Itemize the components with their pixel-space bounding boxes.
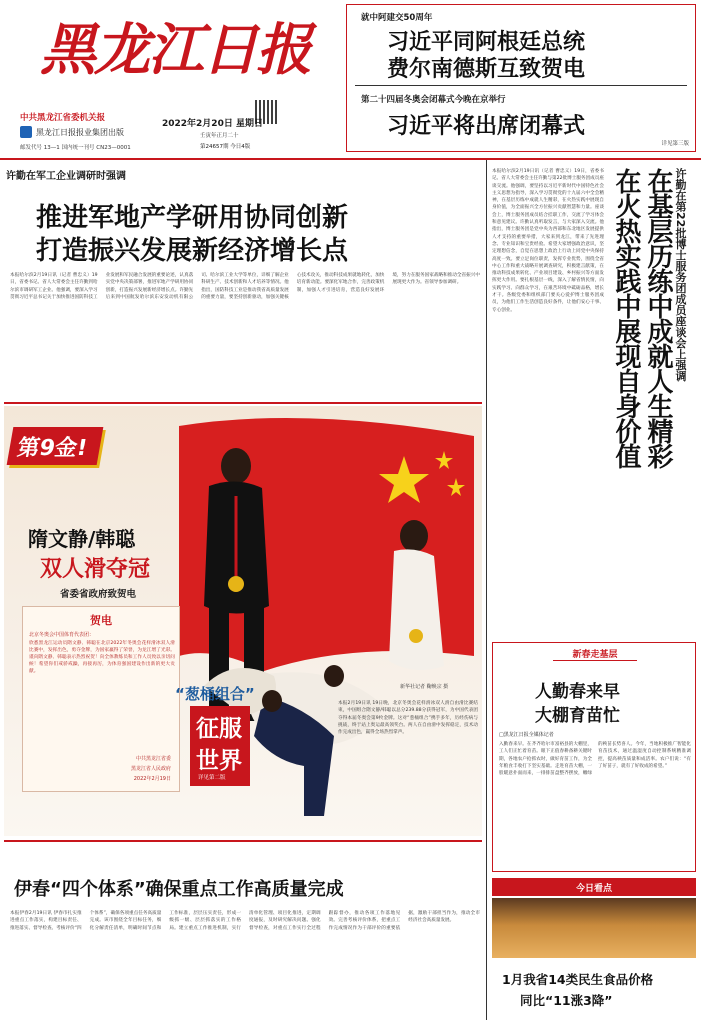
feature-byline: □黑龙江日报全媒体记者 bbox=[499, 732, 554, 738]
congrats-to: 北京冬奥会中国体育代表团： bbox=[29, 632, 95, 638]
masthead-lunar: 壬寅年正月二十 bbox=[200, 133, 239, 139]
congrats-sign-2: 黑龙江省人民政府 bbox=[130, 766, 171, 772]
feature-headline-2: 大棚育苗忙 bbox=[535, 706, 620, 726]
top-news-kicker-1: 就中阿建交50周年 bbox=[361, 13, 433, 23]
right-headline-2: 在火热实践中展现自身价值 bbox=[611, 168, 641, 468]
photo2-tag-3: 世界 bbox=[196, 748, 242, 774]
right-kicker: 许勤在第22批博士服务团成员座谈会上强调 bbox=[674, 168, 687, 382]
feature-body: 入勤春来早。在齐齐哈尔市富裕县的大棚里，工人们正忙着育苗。眼下正值春耕备耕关键时期，各地农户抢抓农时，做好育苗工作，为全年粮食丰收打下坚实基础。走进育苗大棚，一股暖意扑面而来，一排排苗盘整齐摆放，嫩绿的秧苗长势喜人。今年，当地积极推广智能化育苗技术，通过温湿度自动控制系统精准调控，提高秧苗质量和成活率。农户们说：“有了好苗子，就有了好收成的希望。” bbox=[499, 742, 691, 777]
congrats-body: 欣悉黑龙江运动员隋文静、韩聪在北京2022年冬奥会花样滑冰双人滑比赛中，发挥出色，勇夺金牌，为国家赢得了荣誉，为龙江增了光彩。谨向隋文静、韩聪表示热烈祝贺！向全体教练员和工作人员致以亲切问候！希望你们戒骄戒躁，再接再厉，为体育强国建设作出新的更大贡献。 bbox=[29, 641, 175, 674]
right-headline-1: 在基层历练中成就人生精彩 bbox=[643, 168, 673, 468]
photo2-tag-2: 征服 bbox=[196, 716, 242, 742]
congrats-letter bbox=[22, 606, 180, 792]
photo-credit: 新华社记者 鞠焕宗 摄 bbox=[400, 684, 449, 690]
today-headline-1: 1月我省14类民生食品价格 bbox=[502, 972, 654, 987]
top-news-headline-2: 习近平将出席闭幕式 bbox=[387, 114, 586, 139]
photo2-tag-1: “葱桶组合” bbox=[175, 685, 255, 703]
medal-badge bbox=[7, 427, 104, 465]
feature-headline-1: 人勤春来早 bbox=[535, 682, 620, 702]
congrats-date: 2022年2月19日 bbox=[133, 776, 171, 782]
olympics-sub: 省委省政府致贺电 bbox=[60, 589, 137, 600]
today-photo bbox=[492, 898, 696, 958]
lead-body: 本报哈尔滨2月19日讯（记者 曹忠义）19日，省委书记、省人大常委会主任许勤到哈尔滨市调研军工企业。他强调，要深入学习贯彻习近平总书记关于加快推进国防科技工业发展和军民融合发展的重要论述，认真落实党中央决策部署，推进军地产学研用协同创新，打造振兴发展新经济增长点。许勤先后来到中国航发哈尔滨东安发动机有限公司、哈尔滨工业大学等单位，详细了解企业科研生产、技术创新和人才培养等情况。他指出，国防科技工业是推动我省高质量发展的重要力量，要坚持创新驱动，加强关键核心技术攻关，推动科技成果就地转化，加快培育新动能。要深化军地合作，完善政策机制，加强人才引进培育，营造良好发展环境，努力在服务国家战略和推动全省振兴中展现更大作为。省领导参加调研。 bbox=[10, 273, 480, 300]
congrats-title: 贺电 bbox=[90, 614, 112, 627]
masthead bbox=[0, 0, 340, 160]
today-headline-2: 同比“11涨3降” bbox=[520, 993, 613, 1008]
today-box bbox=[492, 878, 696, 1018]
lead-headline-2: 打造振兴发展新经济增长点 bbox=[36, 236, 349, 266]
photo2-ref[interactable]: 详见第二版 bbox=[198, 775, 226, 781]
top-news-headline-1a: 习近平同阿根廷总统 bbox=[387, 30, 586, 55]
olympics-headline-1: 隋文静/韩聪 bbox=[28, 527, 136, 551]
lead-kicker: 许勤在军工企业调研时强调 bbox=[6, 171, 126, 182]
masthead-org: 中共黑龙江省委机关报 bbox=[20, 113, 106, 123]
masthead-title: 黑龙江日报 bbox=[40, 17, 310, 83]
masthead-group: 黑龙江日报报业集团出版 bbox=[36, 128, 124, 137]
masthead-codes: 邮发代号 13—1 国内统一刊号 CN23—0001 bbox=[20, 145, 131, 151]
top-news-box bbox=[346, 4, 696, 152]
masthead-logo-icon bbox=[20, 126, 32, 138]
congrats-sign-1: 中共黑龙江省委 bbox=[135, 756, 171, 762]
today-label-bar bbox=[492, 878, 696, 896]
medal-badge-label: 第9金! bbox=[15, 436, 90, 461]
masthead-issue: 第24657期 今日4版 bbox=[200, 144, 251, 150]
bottom-headline: 伊春“四个体系”确保重点工作高质量完成 bbox=[14, 879, 344, 900]
olympics-story-body: 本报2月19日讯 19日晚，北京冬奥会花样滑冰双人滑自由滑比赛结束，中国组合隋文静/韩聪以总分239.88分获得冠军，为中国代表团夺得本届冬奥会第9枚金牌。这对“葱桶组合”携手多年，历经伤病与挑战，终于站上奥运最高领奖台。两人在自由滑中发挥稳定，技术动作完成出色，赢得全场热烈掌声。 bbox=[338, 701, 478, 736]
olympics-headline-2: 双人滑夺冠 bbox=[40, 557, 151, 582]
right-body: 本报哈尔滨2月19日讯（记者 曹忠义）19日，省委书记、省人大常委会主任许勤与第22批博士服务团成员座谈交流。他强调，要坚持以习近平新时代中国特色社会主义思想为指导，深入学习贯彻党的十九届六中全会精神，在基层历练中成就人生精彩，在火热实践中展现自身价值，为全面振兴全方位振兴贡献智慧和力量。座谈会上，博士服务团成员结合挂职工作，交流了学习体会和意见建议。许勤认真听取发言，与大家深入交流。他指出，博士服务团是党中央为西部和东北地区发展提供人才支持的重要举措，大家来到龙江，带来了先进理念、专业知识和宝贵经验。希望大家增强政治意识，坚定理想信念，自觉在思想上政治上行动上同党中央保持高度一致。要立足岗位职责，发挥专业优势，围绕全省中心工作和重大战略开展调查研究，积极建言献策，在推动科技成果转化、产业项目建设、乡村振兴等方面发挥更大作用。要扎根基层一线，深入了解省情民情，向实践学习、向群众学习，在艰苦环境中砥砺品格，增长才干。各级党委和组织部门要关心爱护博士服务团成员，为他们工作生活创造良好条件，让他们安心干事、专心创业。 bbox=[492, 169, 604, 313]
feature-column-label: 新春走基层 bbox=[553, 647, 637, 661]
top-news-kicker-2: 第二十四届冬奥会闭幕式今晚在京举行 bbox=[361, 95, 506, 105]
lead-headline-1: 推进军地产学研用协同创新 bbox=[36, 203, 349, 233]
top-news-page-ref[interactable]: 详见第三版 bbox=[661, 141, 689, 147]
photo2-tag-box bbox=[190, 706, 250, 786]
bottom-body: 本报伊春2月19日讯 伊春市扎实推进重点工作落实，构建目标责任、推进落实、督导检查、考核评价“四个体系”，确保各项重点任务高质量完成。该市围绕全年目标任务，细化分解责任清单，明确时间节点和工作标准，层层压实责任，形成一级抓一级、层层抓落实的工作格局。建立重点工作推进机制，实行清单化管理、项目化推进，定期调度通报，及时研究解决问题。强化督导检查，对重点工作实行全过程跟踪督办，推动各项工作落地见效。完善考核评价体系，把重点工作完成情况作为干部评价的重要依据，激励干部担当作为，推动全市经济社会高质量发展。 bbox=[10, 911, 480, 931]
feature-box bbox=[492, 642, 696, 872]
masthead-date: 2022年2月20日 星期日 bbox=[162, 119, 263, 129]
top-news-headline-1b: 费尔南德斯互致贺电 bbox=[387, 57, 586, 82]
today-label: 今日看点 bbox=[575, 884, 612, 894]
